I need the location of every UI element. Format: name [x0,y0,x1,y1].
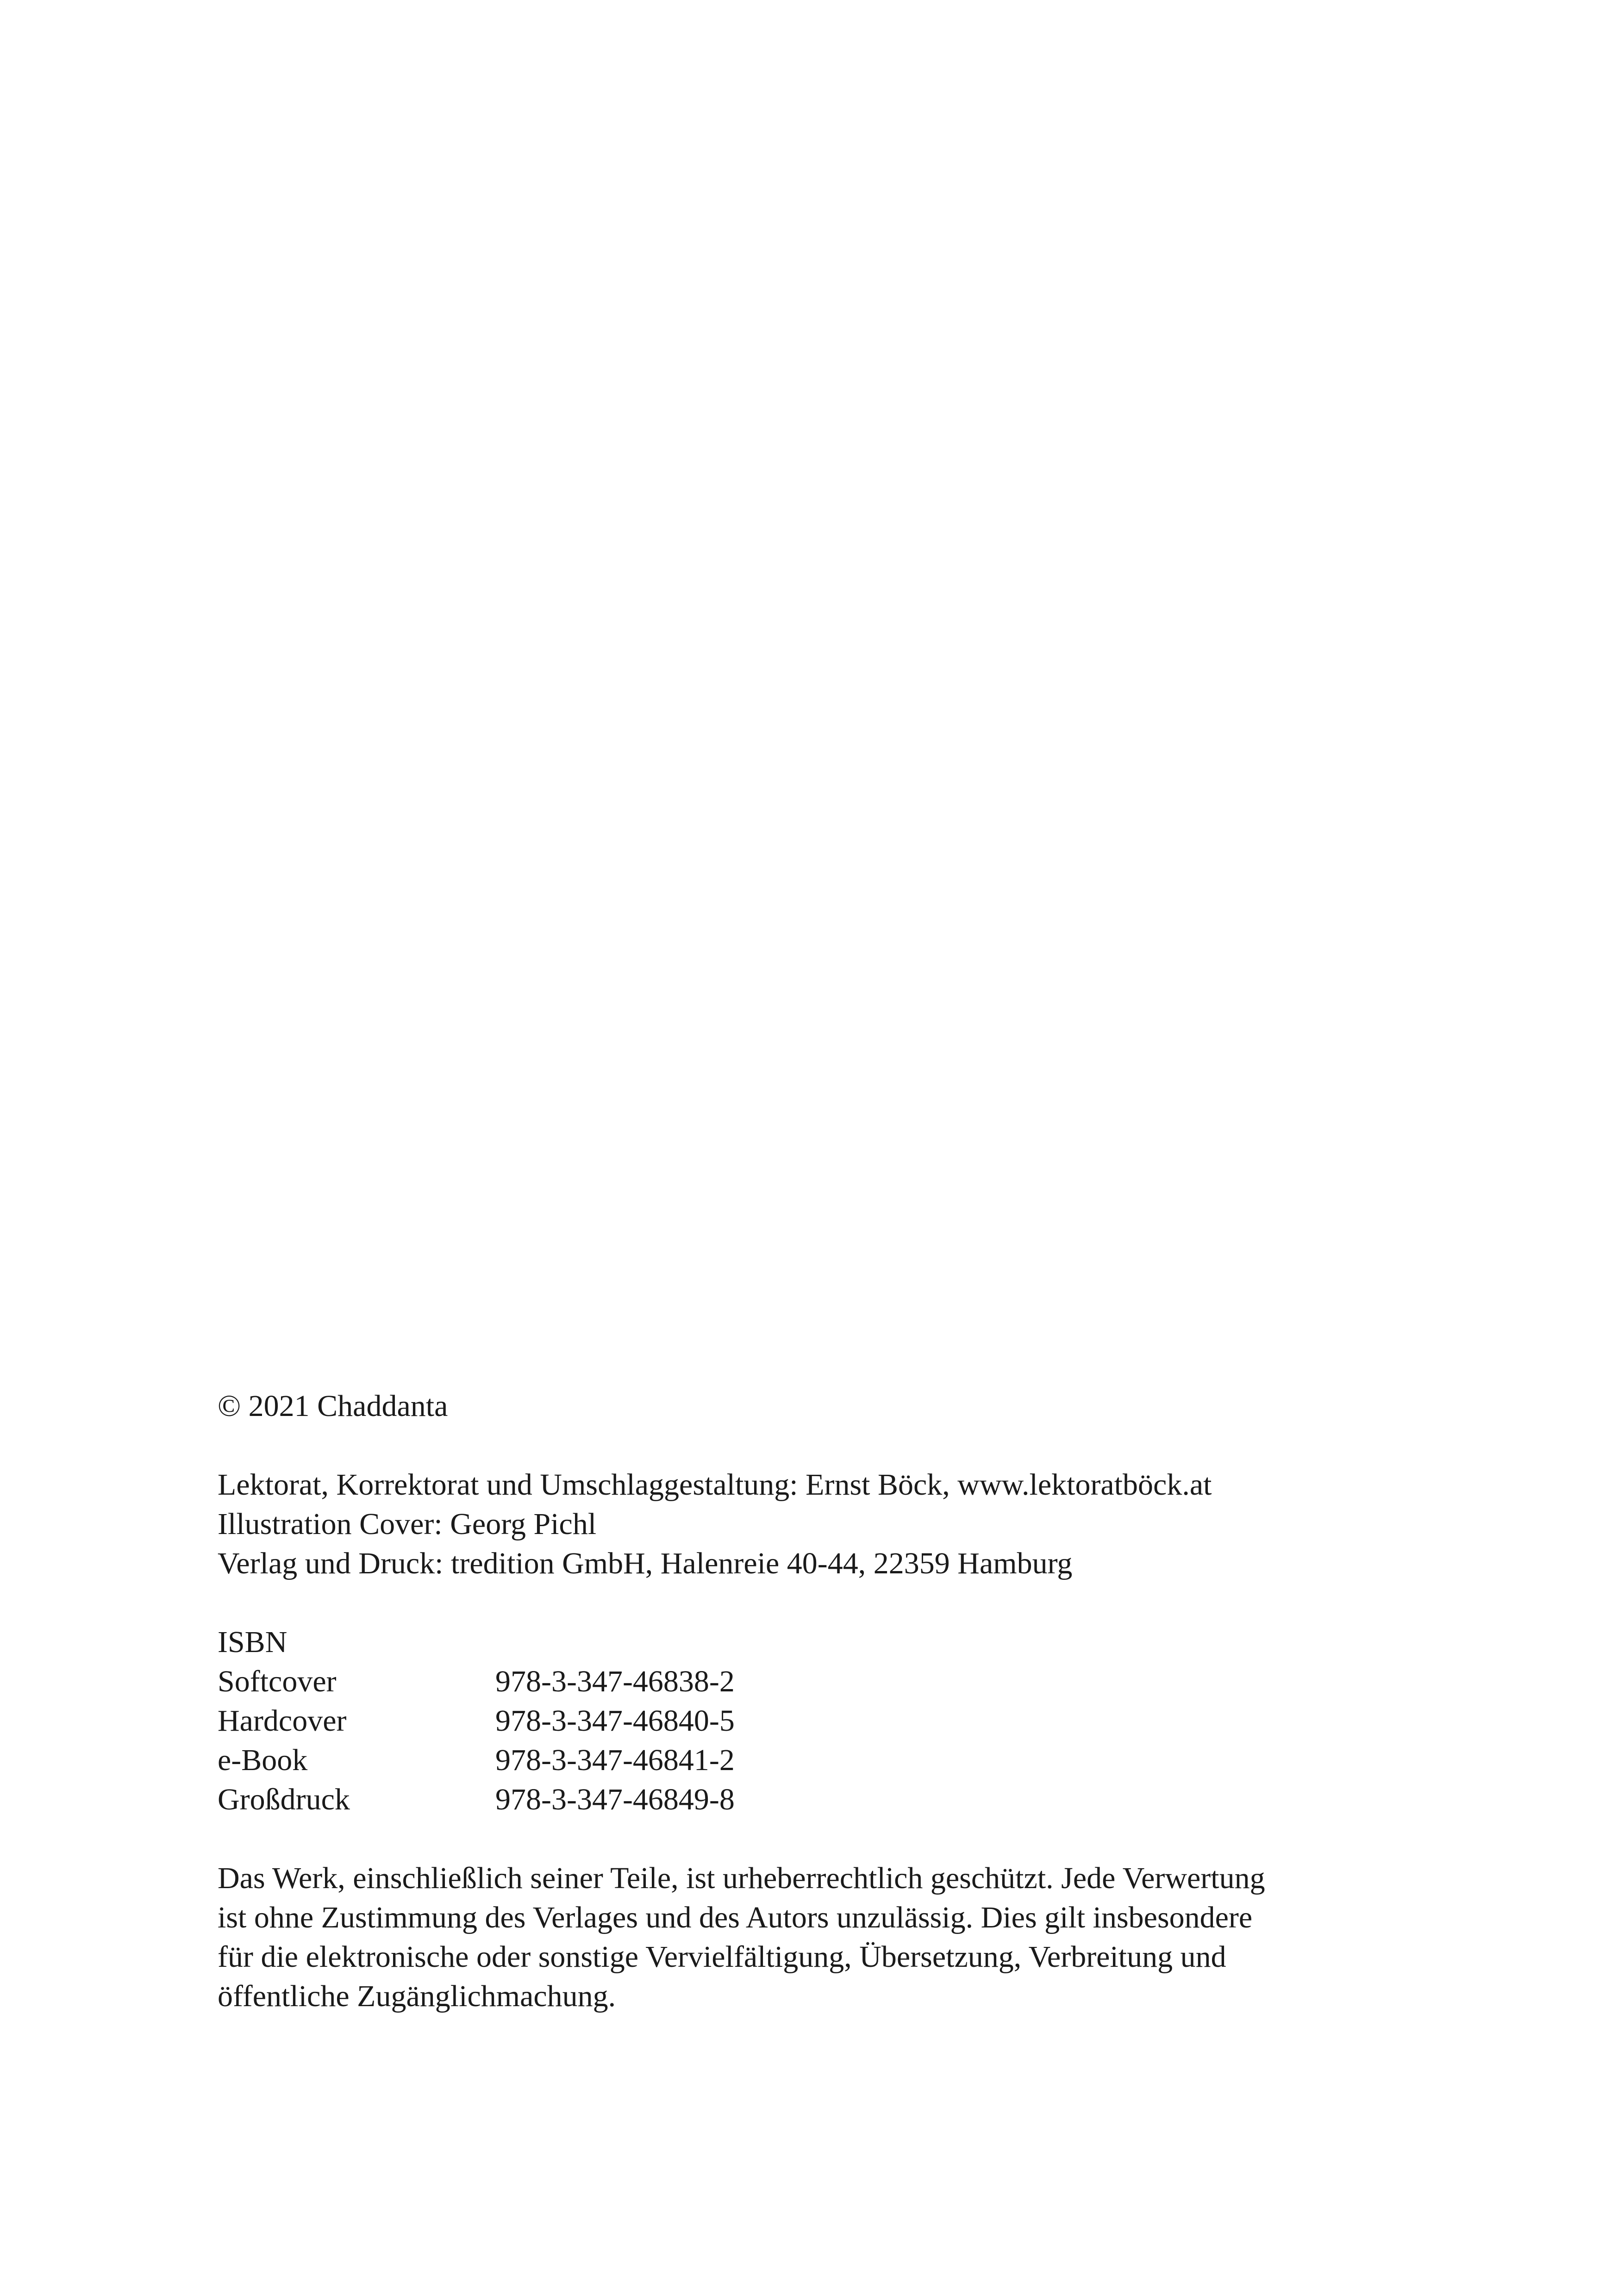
isbn-row-hardcover [218,1701,1421,1740]
isbn-block [218,1622,1421,1819]
spacer [218,1426,1421,1465]
credit-editing: Lektorat, Korrektorat und Umschlaggestaltung: Ernst Böck, www.lektoratböck.at [218,1468,1212,1502]
isbn-row-ebook [218,1740,1421,1780]
isbn-format: Hardcover [218,1704,347,1738]
isbn-row-large-print [218,1780,1421,1819]
legal-notice [218,1858,1421,2016]
isbn-format: Großdruck [218,1783,350,1816]
isbn-number: 978-3-347-46838-2 [495,1665,735,1698]
legal-notice-line: öffentliche Zugänglichmachung. [218,1979,616,2013]
isbn-row-softcover [218,1662,1421,1701]
isbn-format: e-Book [218,1743,308,1777]
credit-illustration: Illustration Cover: Georg Pichl [218,1507,597,1541]
copyright-notice: © 2021 Chaddanta [218,1389,448,1423]
legal-notice-line: für die elektronische oder sonstige Vervielfältigung, Übersetzung, Verbreitung und [218,1940,1226,1974]
legal-notice-line: ist ohne Zustimmung des Verlages und des Autors unzulässig. Dies gilt insbesondere [218,1901,1253,1934]
imprint-block [218,1386,1421,2016]
isbn-number: 978-3-347-46849-8 [495,1783,735,1816]
isbn-format: Softcover [218,1665,337,1698]
spacer [218,1583,1421,1622]
credit-publisher: Verlag und Druck: tredition GmbH, Halenreie 40-44, 22359 Hamburg [218,1547,1073,1580]
credits-block [218,1465,1421,1583]
isbn-number: 978-3-347-46840-5 [495,1704,735,1738]
legal-notice-line: Das Werk, einschließlich seiner Teile, ist urheberrechtlich geschützt. Jede Verwertung [218,1861,1265,1895]
isbn-heading: ISBN [218,1625,287,1659]
spacer [218,1819,1421,1858]
isbn-number: 978-3-347-46841-2 [495,1743,735,1777]
